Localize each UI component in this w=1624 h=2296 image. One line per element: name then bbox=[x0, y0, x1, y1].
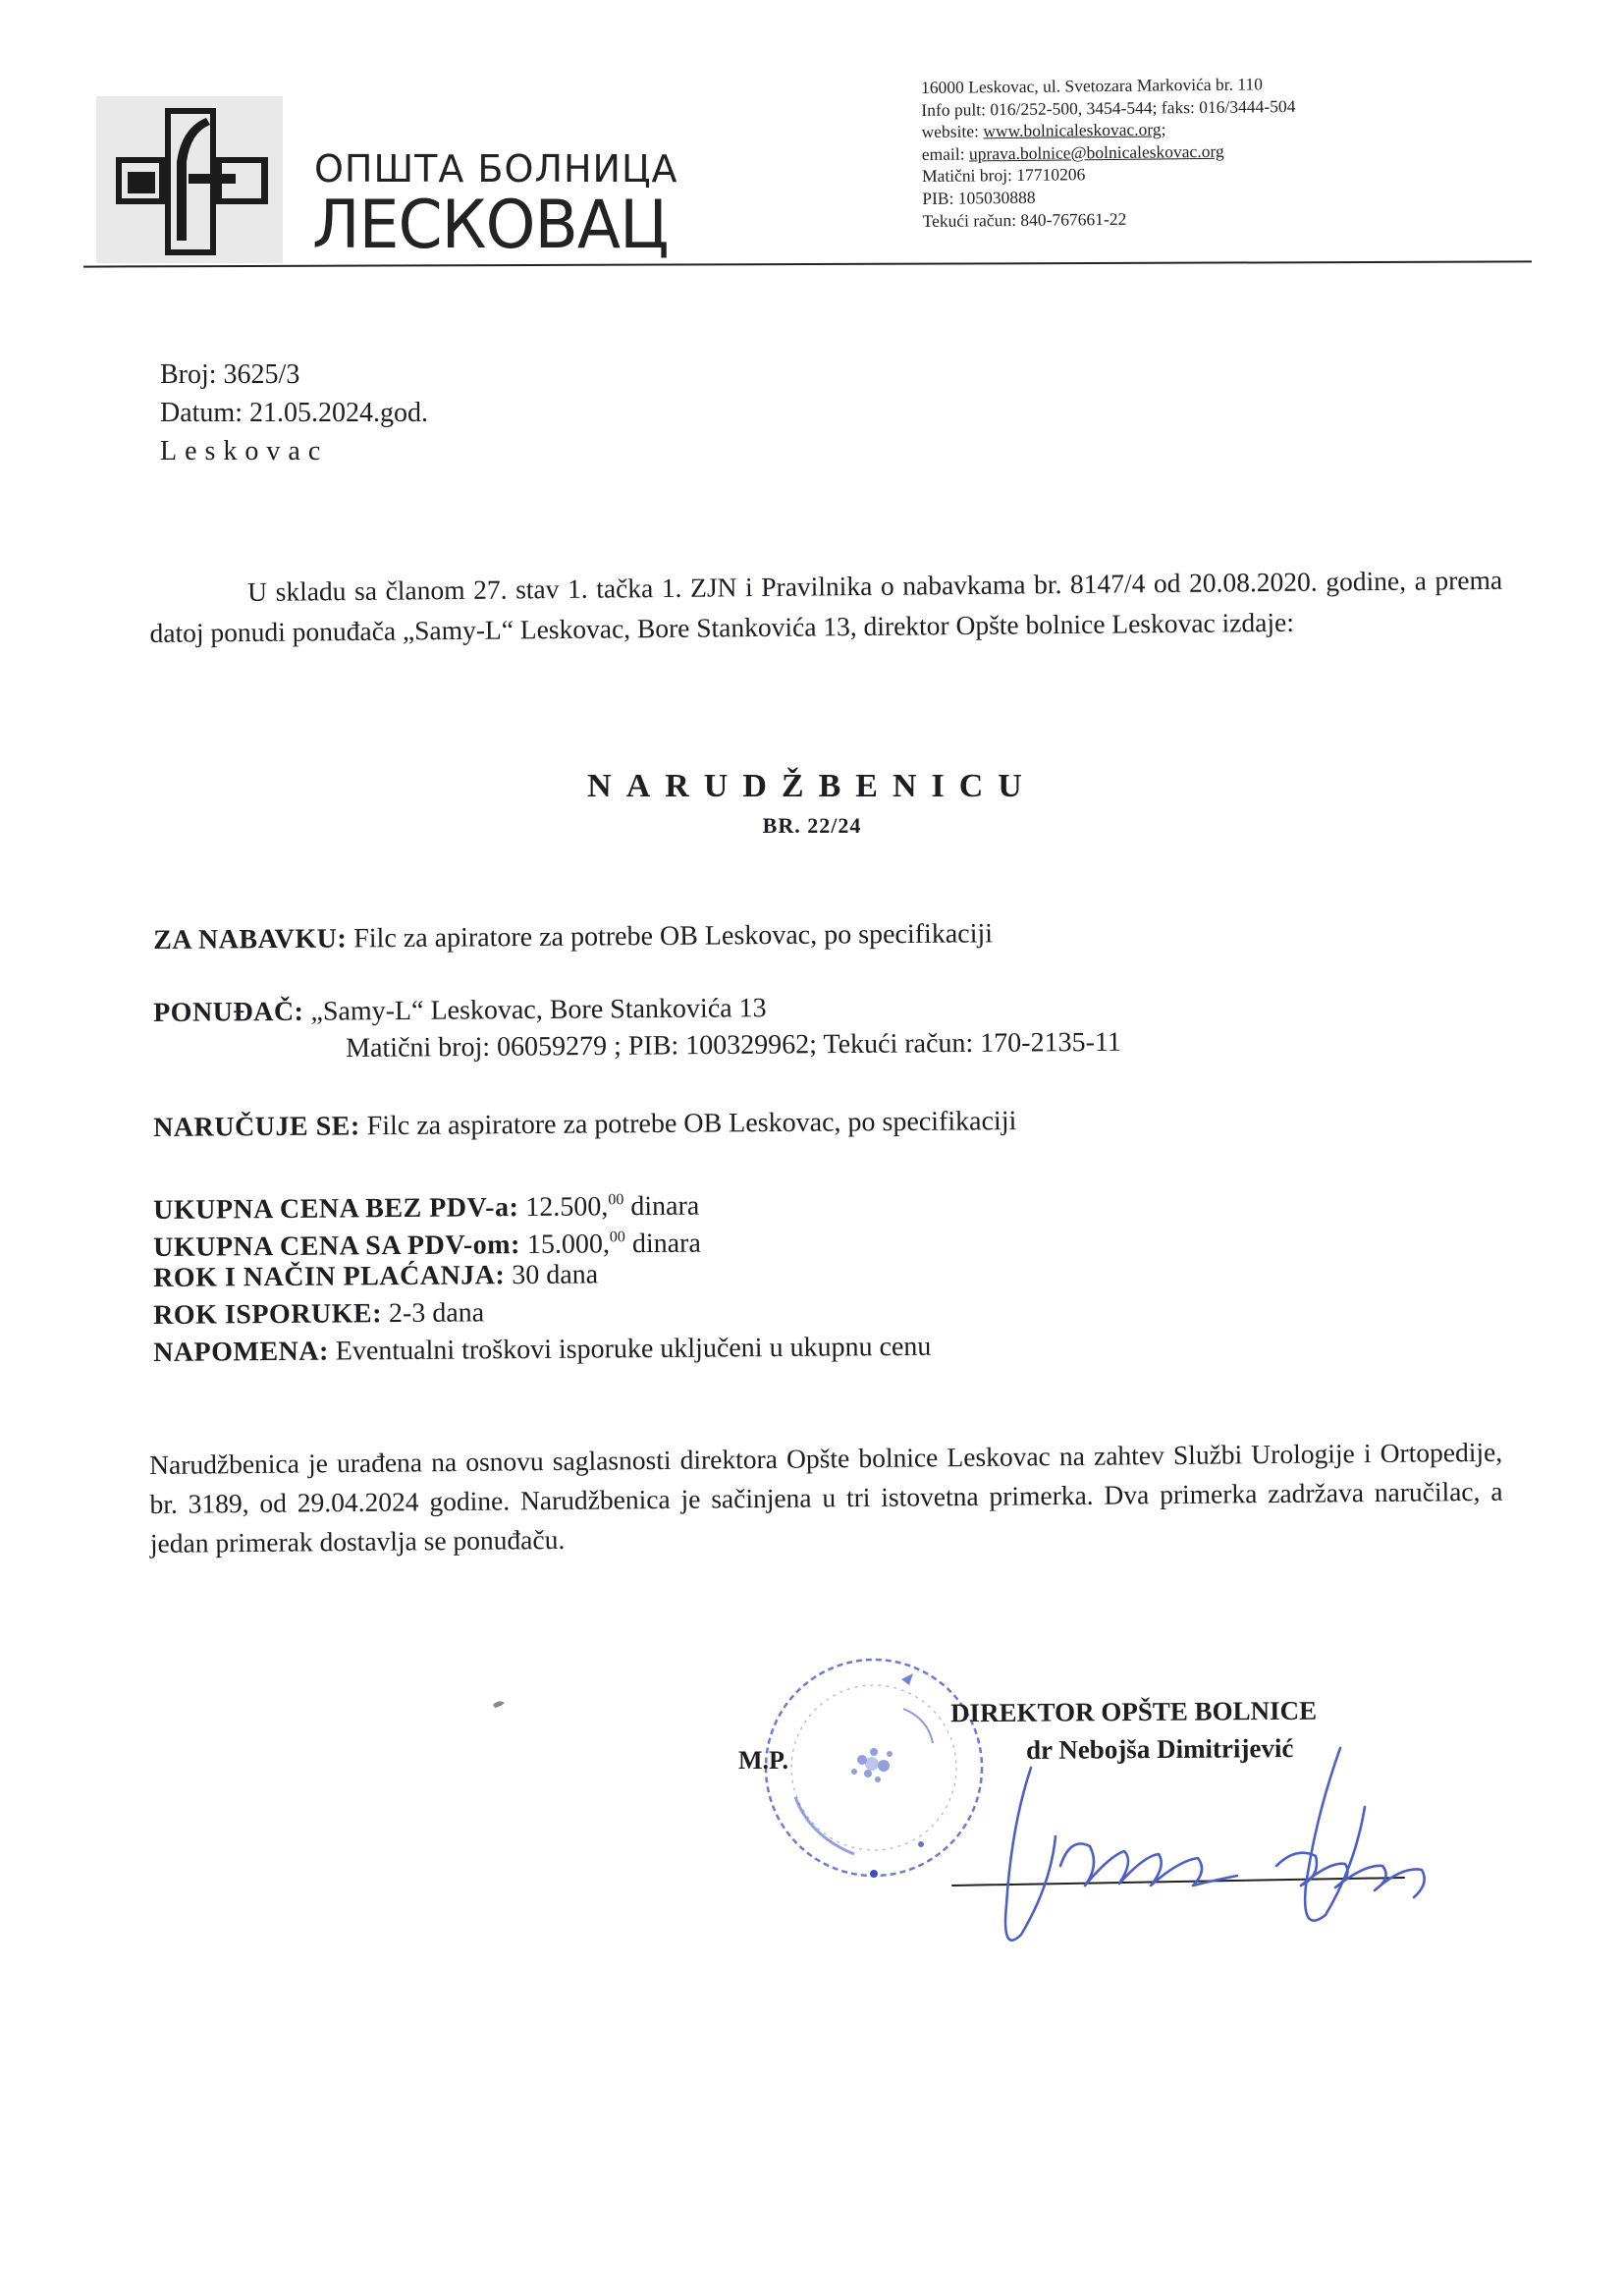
website-label: website: bbox=[921, 121, 984, 142]
ponudjac-label: PONUĐAČ: bbox=[153, 996, 304, 1028]
narucuje-row bbox=[153, 1104, 1016, 1146]
document-title: NARUDŽBENICU bbox=[587, 768, 1037, 804]
cena-sa-pdv-label: UKUPNA CENA SA PDV-om: bbox=[153, 1230, 521, 1263]
document-date: Datum: 21.05.2024.god. bbox=[160, 398, 428, 428]
tax-id: PIB: 105030888 bbox=[922, 187, 1036, 208]
narucuje-label: NARUČUJE SE: bbox=[153, 1111, 360, 1143]
rok-placanja-row bbox=[153, 1257, 598, 1296]
closing-paragraph bbox=[149, 1433, 1503, 1563]
napomena-value: Eventualni troškovi isporuke uključeni u ukupnu cenu bbox=[335, 1331, 932, 1367]
rok-isporuke-value: 2-3 dana bbox=[388, 1297, 485, 1330]
bank-account: Tekući račun: 840-767661-22 bbox=[922, 208, 1127, 231]
rok-placanja-label: ROK I NAČIN PLAĆANJA: bbox=[153, 1260, 506, 1293]
website-suffix: ; bbox=[1161, 119, 1166, 139]
website-link[interactable]: www.bolnicaleskovac.org bbox=[983, 119, 1162, 141]
document-number: Broj: 3625/3 bbox=[160, 359, 300, 390]
napomena-row bbox=[153, 1330, 932, 1371]
email-link[interactable]: uprava.bolnice@bolnicaleskovac.org bbox=[968, 140, 1224, 164]
closing-text: Narudžbenica je urađena na osnovu saglasnosti direktora Opšte bolnice Leskovac na zahtev Službi Urologije i Ortopedije, br. 3189, od 29.04.2024 godine. Narudžbenica je sačinjena u tri istovetna primerka. Dva primerka zadržava naručilac, a jedan primerak dostavlja se ponuđaču. bbox=[149, 1436, 1503, 1558]
hospital-cross-logo bbox=[108, 103, 275, 260]
ponudjac-value: „Samy-L“ Leskovac, Bore Stankovića 13 bbox=[310, 993, 767, 1027]
header-divider bbox=[83, 260, 1532, 267]
address: 16000 Leskovac, ul. Svetozara Markovića br. 110 bbox=[921, 74, 1263, 97]
cena-bez-pdv-label: UKUPNA CENA BEZ PDV-a: bbox=[153, 1192, 519, 1226]
registration-number: Matični broj: 17710206 bbox=[921, 164, 1086, 187]
hospital-name-line1: ОПШТА БОЛНИЦА bbox=[314, 147, 678, 191]
rok-isporuke-label: ROK ISPORUKE: bbox=[153, 1298, 383, 1331]
handwritten-signature bbox=[943, 1738, 1492, 1974]
rok-isporuke-row bbox=[153, 1295, 484, 1334]
email-label: email: bbox=[921, 143, 970, 164]
hospital-name-line2: ЛЕСКОВАЦ bbox=[312, 187, 669, 264]
narucuje-value: Filc za aspiratore za potrebe OB Leskovac, po specifikaciji bbox=[366, 1106, 1017, 1142]
cena-bez-pdv-decimals: 00 bbox=[608, 1191, 624, 1209]
cena-bez-pdv-amount: 12.500, bbox=[525, 1191, 609, 1224]
cena-sa-pdv-amount: 15.000, bbox=[526, 1229, 611, 1261]
cena-sa-pdv-decimals: 00 bbox=[609, 1229, 625, 1246]
document-place: Leskovac bbox=[160, 436, 329, 466]
za-nabavku-value: Filc za apiratore za potrebe OB Leskovac, po specifikaciji bbox=[353, 918, 994, 955]
ink-speck bbox=[491, 1697, 511, 1711]
document-title-number: BR. 22/24 bbox=[762, 813, 862, 838]
intro-paragraph bbox=[149, 560, 1503, 653]
currency-1: dinara bbox=[630, 1190, 700, 1223]
stamp-placeholder-label: M.P. bbox=[738, 1746, 789, 1775]
document-meta bbox=[160, 355, 428, 470]
ponudjac-row bbox=[153, 991, 767, 1031]
za-nabavku-row bbox=[153, 916, 993, 958]
rok-placanja-value: 30 dana bbox=[512, 1259, 599, 1291]
phones: Info pult: 016/252-500, 3454-544; faks: 016/3444-504 bbox=[921, 95, 1296, 120]
signatory-name: dr Nebojša Dimitrijević bbox=[1025, 1733, 1294, 1765]
intro-text: U skladu sa članom 27. stav 1. tačka 1. ZJN i Pravilnika o nabavkama br. 8147/4 od 20.08.2020. godine, a prema datoj ponudi ponuđača „Samy-L“ Leskovac, Bore Stankovića 13, direktor Opšte bolnice Leskovac izdaje: bbox=[149, 564, 1503, 648]
contact-block bbox=[921, 73, 1297, 232]
napomena-label: NAPOMENA: bbox=[153, 1336, 329, 1368]
signatory-title: DIREKTOR OPŠTE BOLNICE bbox=[949, 1695, 1318, 1728]
ponudjac-details: Matični broj: 06059279 ; PIB: 100329962; Tekući račun: 170-2135-11 bbox=[346, 1026, 1121, 1064]
currency-2: dinara bbox=[631, 1228, 701, 1260]
za-nabavku-label: ZA NABAVKU: bbox=[153, 923, 348, 956]
